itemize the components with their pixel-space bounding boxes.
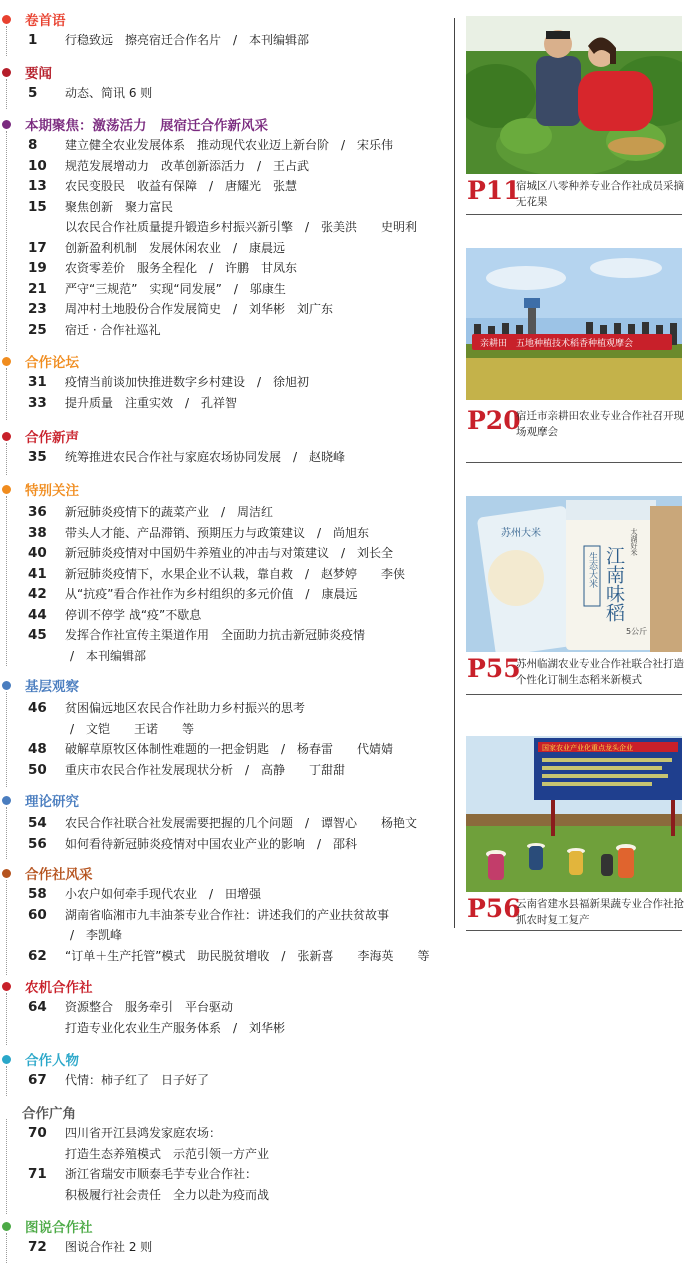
feature-page-number: P11 <box>467 176 521 205</box>
feature-caption <box>466 406 682 442</box>
page-number: 10 <box>28 157 47 174</box>
toc-entry[interactable] <box>0 523 455 544</box>
feature-rule <box>466 694 682 695</box>
section-title[interactable]: 合作人物 <box>25 1053 79 1069</box>
page-number: 46 <box>28 700 47 716</box>
section-dot-icon <box>2 357 11 366</box>
entry-title: 小农户如何牵手现代农业 / 田增强 <box>65 887 262 901</box>
feature-caption-text: 宿城区八零种养专业合作社成员采摘无花果 <box>516 180 684 208</box>
section <box>0 789 455 854</box>
toc-entry[interactable] <box>0 1123 455 1164</box>
section-title[interactable]: 理论研究 <box>25 794 79 810</box>
entry-title: 规范发展增动力 改革创新添活力 / 王占武 <box>65 158 310 173</box>
section <box>0 425 455 468</box>
entry-title: 图说合作社 2 则 <box>65 1240 153 1254</box>
toc-entry[interactable] <box>0 393 455 414</box>
bag-side-text: 生态大米 <box>587 552 597 588</box>
entry-title: 行稳致远 擦亮宿迁合作名片 / 本刊编辑部 <box>65 33 310 47</box>
entry-author: / 文铠 王诺 等 <box>70 721 195 736</box>
toc-entry[interactable] <box>0 372 455 393</box>
entry-title: 贫困偏远地区农民合作社助力乡村振兴的思考 <box>65 701 306 715</box>
page-number: 72 <box>28 1239 47 1255</box>
feature-photo <box>466 496 682 652</box>
feature-rule <box>466 462 682 463</box>
toc-entry[interactable] <box>0 584 455 605</box>
section-title[interactable]: 合作论坛 <box>25 355 79 371</box>
section <box>0 975 455 1038</box>
toc-entry[interactable] <box>0 197 455 238</box>
toc-entry[interactable] <box>0 625 455 666</box>
section <box>0 478 455 666</box>
page-number: 71 <box>28 1166 47 1182</box>
page-number: 5 <box>28 85 38 101</box>
feature-caption-text: 云南省建水县福新果蔬专业合作社抢抓农时复工复产 <box>516 898 684 926</box>
entry-title: 聚焦创新 聚力富民 <box>65 199 174 214</box>
page-number: 36 <box>28 504 47 520</box>
entry-subtitle: 打造专业化农业生产服务体系 / 刘华彬 <box>65 1020 286 1035</box>
entry-title: 农资零差价 服务全程化 / 许鹏 甘凤东 <box>65 261 298 275</box>
page-number: 40 <box>28 545 47 561</box>
section-title[interactable]: 特别关注 <box>25 483 79 499</box>
page-number: 58 <box>28 886 47 902</box>
toc-entry[interactable] <box>0 320 455 341</box>
toc-entry[interactable] <box>0 813 455 834</box>
section-title[interactable]: 本期聚焦：激荡活力 展宿迁合作新风采 <box>25 118 268 134</box>
toc-entry[interactable] <box>0 1070 455 1091</box>
entry-title: 湖南省临湘市九丰油茶专业合作社：讲述我们的产业扶贫故事 <box>65 907 390 922</box>
toc-entry[interactable] <box>0 447 455 468</box>
feature-caption <box>466 894 682 930</box>
bag-small-text: 太湖好米 <box>630 528 638 556</box>
page-number: 25 <box>28 321 47 338</box>
feature-caption <box>466 654 682 690</box>
page-number: 64 <box>28 999 47 1015</box>
entry-title: 新冠肺炎疫情对中国奶牛养殖业的冲击与对策建议 / 刘长全 <box>65 546 394 560</box>
page-number: 48 <box>28 741 47 757</box>
section <box>0 1215 455 1258</box>
entry-title: 提升质量 注重实效 / 孔祥智 <box>65 395 238 410</box>
bag-name-text: 江南味稻 <box>603 546 625 622</box>
entry-title: “订单＋生产托管”模式 助民脱贫增收 / 张新喜 李海英 等 <box>65 948 430 963</box>
feature-rule <box>466 214 682 215</box>
page-number: 56 <box>28 835 47 852</box>
entry-title: 四川省开江县鸿发家庭农场： <box>65 1126 222 1140</box>
entry-title: 代情：柿子红了 日子好了 <box>65 1073 210 1087</box>
toc-entry[interactable] <box>0 176 455 197</box>
entry-title: 停训不停学 战“疫”不歇息 <box>65 607 202 622</box>
page-number: 23 <box>28 301 47 317</box>
entry-title: 宿迁 · 合作社巡礼 <box>65 322 161 337</box>
page-number: 50 <box>28 761 47 778</box>
entry-subtitle: 打造生态养殖模式 示范引领一方产业 <box>65 1146 270 1161</box>
page-number: 44 <box>28 606 47 623</box>
entry-title: 周冲村土地股份合作发展简史 / 刘华彬 刘广东 <box>65 302 334 316</box>
section <box>0 862 455 966</box>
section <box>0 674 455 780</box>
page-number: 13 <box>28 178 47 194</box>
page-number: 67 <box>28 1072 47 1088</box>
entry-author: / 李凯峰 <box>70 928 123 942</box>
section-dot-icon <box>2 15 11 24</box>
section-dot-icon <box>2 485 11 494</box>
feature-photo <box>466 248 682 400</box>
entry-title: 破解草原牧区体制性难题的一把金钥匙 / 杨春雷 代婧婧 <box>65 742 394 756</box>
section-dot-icon <box>2 1222 11 1231</box>
sidebar-feature[interactable] <box>466 496 682 694</box>
entry-title: 农民变股民 收益有保障 / 唐耀光 张慧 <box>65 179 298 193</box>
page-number: 54 <box>28 815 47 831</box>
page-number: 19 <box>28 260 47 276</box>
section-dot-icon <box>2 982 11 991</box>
sidebar-feature[interactable] <box>466 16 682 214</box>
column-divider <box>454 18 455 928</box>
feature-caption <box>466 176 682 212</box>
section <box>0 113 455 340</box>
page-number: 1 <box>28 32 38 48</box>
entry-title: 从“抗疫”看合作社作为乡村组织的多元价值 / 康晨远 <box>65 587 358 601</box>
section-dot-icon <box>2 68 11 77</box>
toc-entry[interactable] <box>0 997 455 1038</box>
sidebar-feature[interactable] <box>466 248 682 464</box>
section <box>0 1101 455 1205</box>
page-number: 8 <box>28 137 38 153</box>
page-number: 31 <box>28 374 47 390</box>
toc-entry[interactable] <box>0 698 455 739</box>
feature-photo <box>466 736 682 892</box>
board-text: 国家农业产业化重点龙头企业 <box>542 744 633 752</box>
entry-title: 发挥合作社宣传主渠道作用 全面助力抗击新冠肺炎疫情 <box>65 628 366 642</box>
toc-entry[interactable] <box>0 543 455 564</box>
toc-entry[interactable] <box>0 502 455 523</box>
entry-title: 疫情当前谈加快推进数字乡村建设 / 徐旭初 <box>65 375 310 389</box>
entry-title: 建立健全农业发展体系 推动现代农业迈上新台阶 / 宋乐伟 <box>65 138 394 152</box>
section-title[interactable]: 卷首语 <box>25 13 66 29</box>
entry-title: 新冠肺炎疫情下的蔬菜产业 / 周洁红 <box>65 505 274 519</box>
entry-title: 农民合作社联合社发展需要把握的几个问题 / 谭智心 杨艳文 <box>65 816 418 830</box>
entry-title: 动态、简讯 6 则 <box>65 86 153 100</box>
section-dot-icon <box>2 796 11 805</box>
entry-title: 如何看待新冠肺炎疫情对中国农业产业的影响 / 邵科 <box>65 836 358 851</box>
page-number: 45 <box>28 627 47 643</box>
page-number: 70 <box>28 1125 47 1141</box>
entry-title: 统筹推进农民合作社与家庭农场协同发展 / 赵晓峰 <box>65 450 346 464</box>
page-number: 38 <box>28 524 47 541</box>
section <box>0 1048 455 1091</box>
toc-entry[interactable] <box>0 1164 455 1205</box>
feature-page-number: P20 <box>467 406 521 435</box>
banner-text: 亲耕田 五地种植技术稻香种植观摩会 <box>480 339 634 349</box>
toc-entry[interactable] <box>0 135 455 156</box>
toc-entry[interactable] <box>0 739 455 760</box>
toc-entry[interactable] <box>0 30 455 50</box>
toc-entry[interactable] <box>0 884 455 905</box>
page-number: 60 <box>28 906 47 923</box>
page-number: 35 <box>28 449 47 465</box>
section <box>0 350 455 413</box>
toc-entry[interactable] <box>0 156 455 177</box>
entry-title: 创新盈利机制 发展休闲农业 / 康晨远 <box>65 240 286 255</box>
entry-author: / 本刊编辑部 <box>70 648 147 663</box>
section-title[interactable]: 图说合作社 <box>25 1220 93 1236</box>
feature-page-number: P55 <box>467 654 521 683</box>
feature-rule <box>466 930 682 931</box>
page-number: 41 <box>28 565 47 582</box>
section-dot-icon <box>2 120 11 129</box>
entry-title: 新冠肺炎疫情下，水果企业不认栽，靠自救 / 赵梦婷 李侠 <box>65 566 406 581</box>
feature-page-number: P56 <box>467 894 521 923</box>
page-number: 21 <box>28 280 47 297</box>
entry-title: 带头人才能、产品滞销、预期压力与政策建议 / 尚旭东 <box>65 525 370 540</box>
toc-entry[interactable] <box>0 564 455 585</box>
fig-field-meeting-photo <box>466 248 682 400</box>
fig-farm-work-photo <box>466 736 682 892</box>
section-title[interactable]: 合作新声 <box>25 430 79 446</box>
section-dot-icon <box>2 1108 11 1117</box>
section-dot-icon <box>2 681 11 690</box>
sidebar-feature[interactable] <box>466 736 682 932</box>
entry-title: 资源整合 服务牵引 平台驱动 <box>65 1000 234 1014</box>
section-title[interactable]: 合作广角 <box>22 1106 76 1122</box>
page-number: 33 <box>28 394 47 411</box>
entry-title: 浙江省瑞安市顺泰毛芋专业合作社： <box>65 1167 258 1181</box>
feature-caption-text: 苏州临湖农业专业合作社联合社打造个性化订制生态稻米新模式 <box>516 658 684 686</box>
entry-subtitle: 以农民合作社质量提升锻造乡村振兴新引擎 / 张美洪 史明利 <box>65 220 418 234</box>
section-dot-icon <box>2 432 11 441</box>
section <box>0 61 455 103</box>
toc-entry[interactable] <box>0 279 455 300</box>
section <box>0 8 455 50</box>
feature-caption-text: 宿迁市亲耕田农业专业合作社召开现场观摩会 <box>516 410 684 438</box>
section-title[interactable]: 要闻 <box>25 66 52 82</box>
fig-rice-bag-photo <box>466 496 682 652</box>
toc-entry[interactable] <box>0 299 455 320</box>
section-title[interactable]: 合作社风采 <box>25 867 93 883</box>
toc-entry[interactable] <box>0 258 455 279</box>
entry-title: 严守“三规范” 实现“同发展” / 邬康生 <box>65 281 286 296</box>
toc-entry[interactable] <box>0 946 455 967</box>
bag-weight-text: 5公斤 <box>626 627 648 636</box>
entry-title: 重庆市农民合作社发展现状分析 / 高静 丁甜甜 <box>65 762 346 777</box>
toc-entry[interactable] <box>0 905 455 946</box>
page-number: 15 <box>28 198 47 215</box>
feature-photo <box>466 16 682 174</box>
page-number: 42 <box>28 586 47 602</box>
toc-entry[interactable] <box>0 760 455 781</box>
toc-entry[interactable] <box>0 238 455 259</box>
section-dot-icon <box>2 869 11 878</box>
section-title[interactable]: 农机合作社 <box>25 980 93 996</box>
page-number: 17 <box>28 239 47 256</box>
toc-entry[interactable] <box>0 834 455 855</box>
page-number: 62 <box>28 947 47 964</box>
fig-harvest-photo <box>466 16 682 174</box>
toc-entry[interactable] <box>0 83 455 103</box>
section-dot-icon <box>2 1055 11 1064</box>
toc-entry[interactable] <box>0 605 455 626</box>
section-title[interactable]: 基层观察 <box>25 679 79 695</box>
bag-brand-text: 苏州大米 <box>501 528 541 539</box>
toc-entry[interactable] <box>0 1237 455 1258</box>
entry-subtitle: 积极履行社会责任 全力以赴为疫而战 <box>65 1187 270 1202</box>
